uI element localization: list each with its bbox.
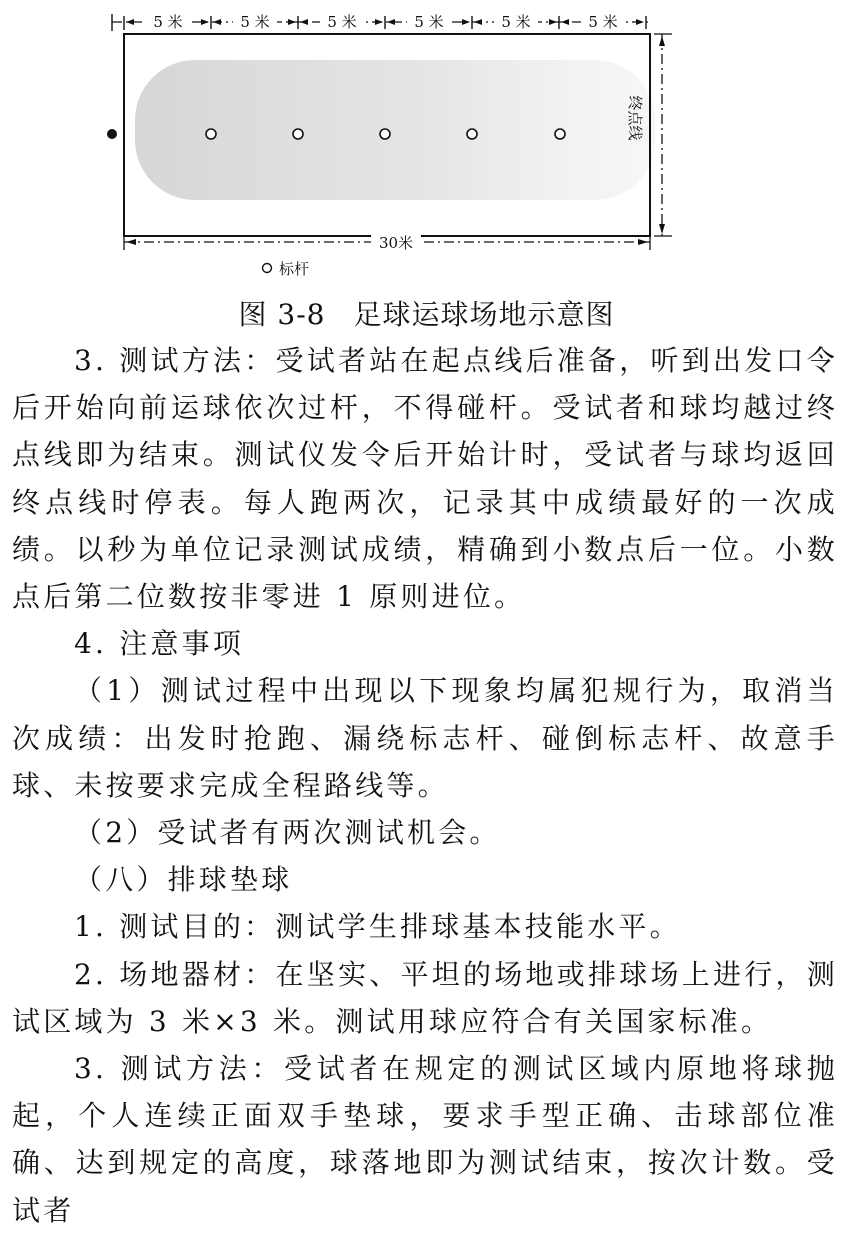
paragraph: 3. 测试方法：受试者在规定的测试区域内原地将球抛起，个人连续正面双手垫球，要求手型正确、击球部位准确、达到规定的高度，球落地即为测试结束，按次计数。受试者 [12, 1052, 838, 1227]
marker-pole [380, 129, 390, 139]
finish-line-label: 终点线 [626, 95, 644, 141]
section-heading: 4. 注意事项 [74, 627, 245, 661]
figure-caption [0, 293, 853, 333]
segment-label: 5 米 [414, 13, 444, 31]
width-arrowhead [659, 36, 665, 46]
paragraph: （1）测试过程中出现以下现象均属犯规行为，取消当次成绩：出发时抢跑、漏绕标志杆、碰倒标志杆、故意手球、未按要求完成全程路线等。 [12, 674, 838, 802]
segment-label: 5 米 [501, 13, 531, 31]
paragraph: 1. 测试目的：测试学生排球基本技能水平。 [74, 910, 681, 944]
segment-label: 5 米 [240, 13, 270, 31]
width-arrowhead [659, 224, 665, 234]
segment-label: 5 米 [327, 13, 357, 31]
marker-pole [293, 129, 303, 139]
start-point [107, 129, 117, 139]
field-diagram-svg [0, 0, 853, 290]
paragraph: （2）受试者有两次测试机会。 [74, 816, 501, 850]
section-heading: （八）排球垫球 [74, 863, 293, 897]
figure-number: 图 3-8 [238, 298, 326, 331]
legend-marker-icon [263, 264, 272, 273]
marker-pole [555, 129, 565, 139]
total-length-label: 30米 [378, 234, 414, 252]
segment-label: 5 米 [588, 13, 618, 31]
marker-pole [467, 129, 477, 139]
paragraph: 3. 测试方法：受试者站在起点线后准备，听到出发口令后开始向前运球依次过杆，不得碰杆。受试者和球均越过终点线即为结束。测试仪发令后开始计时，受试者与球均返回终点线时停表。每人跑两次，记录其中成绩最好的一次成绩。以秒为单位记录测试成绩，精确到小数点后一位。小数点后第二位数按非零进 1 原则进位。 [12, 344, 838, 614]
segment-label: 5 米 [153, 13, 183, 31]
figure-title: 足球运球场地示意图 [353, 298, 615, 331]
body-text [12, 337, 838, 1234]
paragraph: 2. 场地器材：在坚实、平坦的场地或排球场上进行，测试区域为 3 米×3 米。测试用球应符合有关国家标准。 [12, 957, 838, 1038]
legend-label: 标杆 [279, 260, 310, 278]
total-arrowhead [638, 239, 648, 245]
marker-pole [206, 129, 216, 139]
total-arrowhead [126, 239, 136, 245]
field-diagram [0, 0, 853, 290]
